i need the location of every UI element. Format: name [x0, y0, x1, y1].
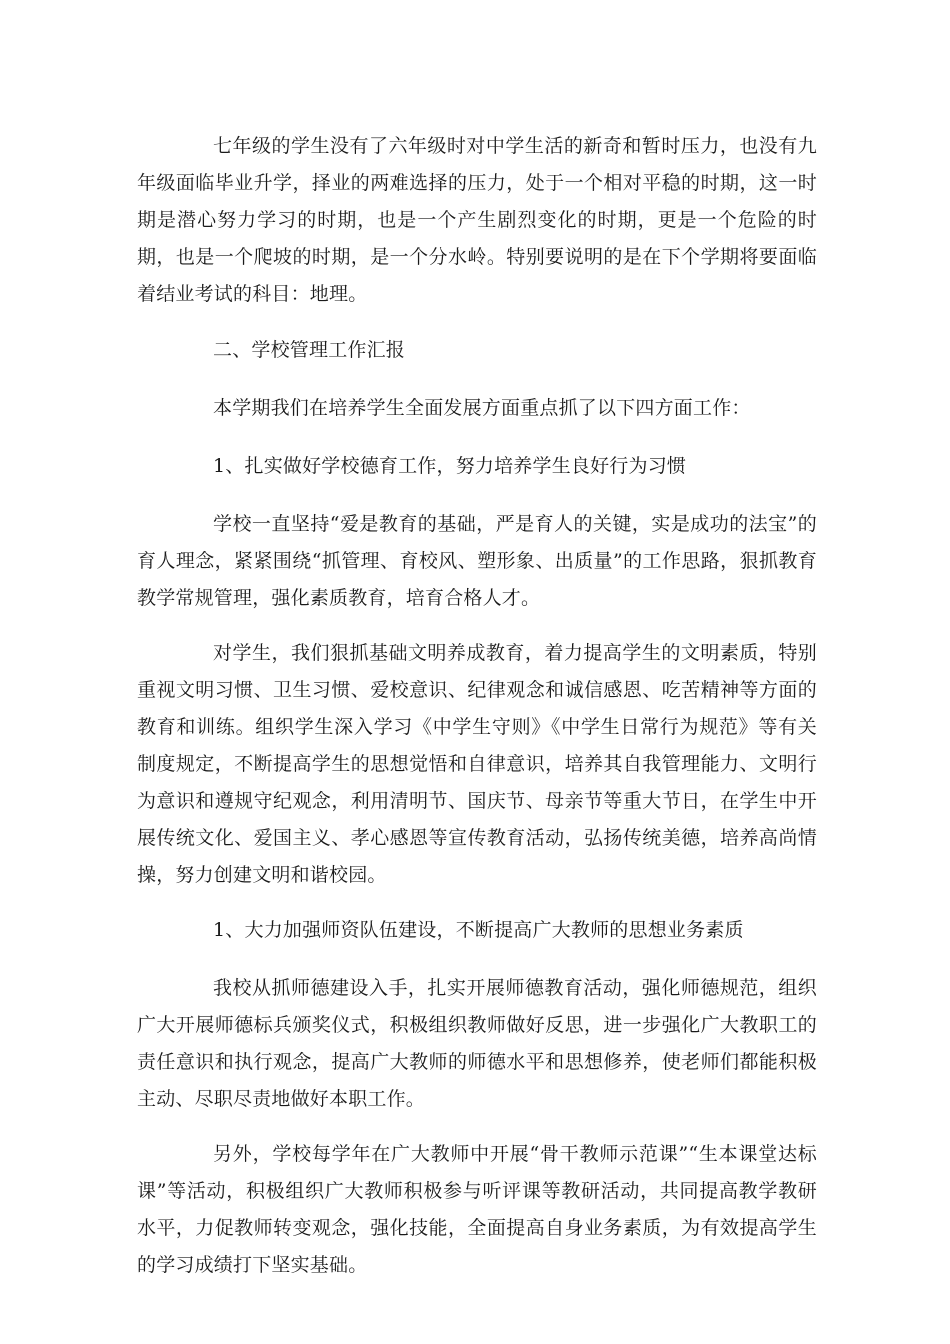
paragraph-student-education: 对学生，我们狠抓基础文明养成教育，着力提高学生的文明素质，特别重视文明习惯、卫生习惯、爱校意识、纪律观念和诚信感恩、吃苦精神等方面的教育和训练。组织学生深入学习《中学生守则》《中学生日常行为规范》等有关制度规定，不断提高学生的思想觉悟和自律意识，培养其自我管理能力、文明行为意识和遵规守纪观念，利用清明节、国庆节、母亲节等重大节日，在学生中开展传统文化、爱国主义、孝心感恩等宣传教育活动，弘扬传统美德，培养高尚情操，努力创建文明和谐校园。	[137, 642, 817, 886]
section-heading-school-management: 二、学校管理工作汇报	[213, 339, 406, 361]
paragraph-school-philosophy: 学校一直坚持“爱是教育的基础，严是育人的关键，实是成功的法宝”的育人理念，紧紧围绕“抓管理、育校风、塑形象、出质量”的工作思路，狠抓教育教学常规管理，强化素质教育，培育合格人才。	[137, 513, 817, 609]
paragraph-summary: 本学期我们在培养学生全面发展方面重点抓了以下四方面工作：	[213, 397, 751, 419]
paragraph-intro: 七年级的学生没有了六年级时对中学生活的新奇和暂时压力，也没有九年级面临毕业升学，择业的两难选择的压力，处于一个相对平稳的时期，这一时期是潜心努力学习的时期，也是一个产生剧烈变化的时期，更是一个危险的时期，也是一个爬坡的时期，是一个分水岭。特别要说明的是在下个学期将要面临着结业考试的科目：地理。	[137, 135, 817, 305]
document-body	[137, 128, 817, 1284]
subheading-moral-education: 1、扎实做好学校德育工作，努力培养学生良好行为习惯	[213, 455, 687, 477]
paragraph-teacher-ethics: 我校从抓师德建设入手，扎实开展师德教育活动，强化师德规范，组织广大开展师德标兵颁奖仪式，积极组织教师做好反思，进一步强化广大教职工的责任意识和执行观念，提高广大教师的师德水平和思想修养，使老师们都能积极主动、尽职尽责地做好本职工作。	[137, 977, 817, 1110]
subheading-teacher-team: 1、大力加强师资队伍建设，不断提高广大教师的思想业务素质	[213, 919, 744, 941]
paragraph-teaching-activities: 另外，学校每学年在广大教师中开展“骨干教师示范课”“生本课堂达标课”等活动，积极组织广大教师积极参与听评课等教研活动，共同提高教学教研水平，力促教师转变观念，强化技能，全面提高自身业务素质，为有效提高学生的学习成绩打下坚实基础。	[137, 1143, 817, 1276]
